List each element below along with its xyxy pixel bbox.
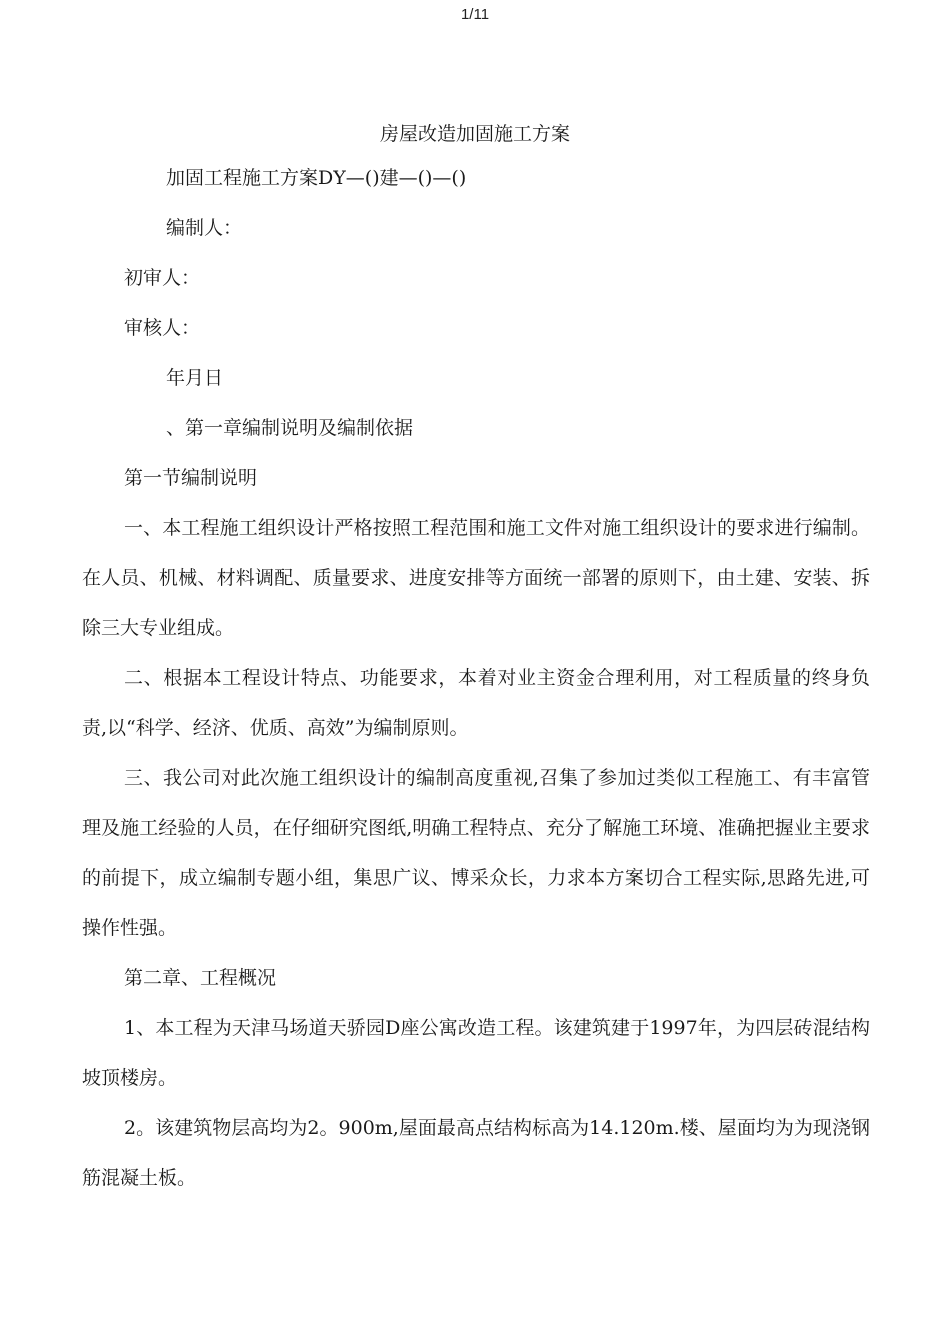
paragraph-2: 二、根据本工程设计特点、功能要求，本着对业主资金合理利用，对工程质量的终身负责,以“科学、经济、优质、高效”为编制原则。	[82, 667, 870, 739]
first-reviewer-label: 初审人：	[124, 267, 201, 289]
paragraph-1: 一、本工程施工组织设计严格按照工程范围和施工文件对施工组织设计的要求进行编制。在人员、机械、材料调配、质量要求、进度安排等方面统一部署的原则下，由土建、安装、拆除三大专业组成。	[82, 517, 870, 639]
document-title: 房屋改造加固施工方案	[379, 123, 570, 145]
chapter-2-heading: 第二章、工程概况	[124, 967, 277, 989]
chapter-1-heading: 、第一章编制说明及编制依据	[166, 417, 414, 439]
compiler-label: 编制人：	[166, 217, 243, 239]
paragraph-5: 2。该建筑物层高均为2。900m,屋面最高点结构标高为14.120m.楼、屋面均为为现浇钢筋混凝土板。	[82, 1117, 870, 1189]
page-number: 1/11	[460, 6, 490, 23]
date-label: 年月日	[166, 367, 224, 389]
plan-code: 加固工程施工方案DY—()建—()—()	[166, 167, 467, 189]
reviewer-label: 审核人：	[124, 317, 201, 339]
paragraph-4: 1、本工程为天津马场道天骄园D座公寓改造工程。该建筑建于1997年，为四层砖混结构坡顶楼房。	[82, 1017, 870, 1089]
section-1-heading: 第一节编制说明	[124, 467, 258, 489]
paragraph-3: 三、我公司对此次施工组织设计的编制高度重视,召集了参加过类似工程施工、有丰富管理及施工经验的人员，在仔细研究图纸,明确工程特点、充分了解施工环境、准确把握业主要求的前提下，成立编制专题小组，集思广议、博采众长，力求本方案切合工程实际,思路先进,可操作性强。	[82, 767, 870, 939]
